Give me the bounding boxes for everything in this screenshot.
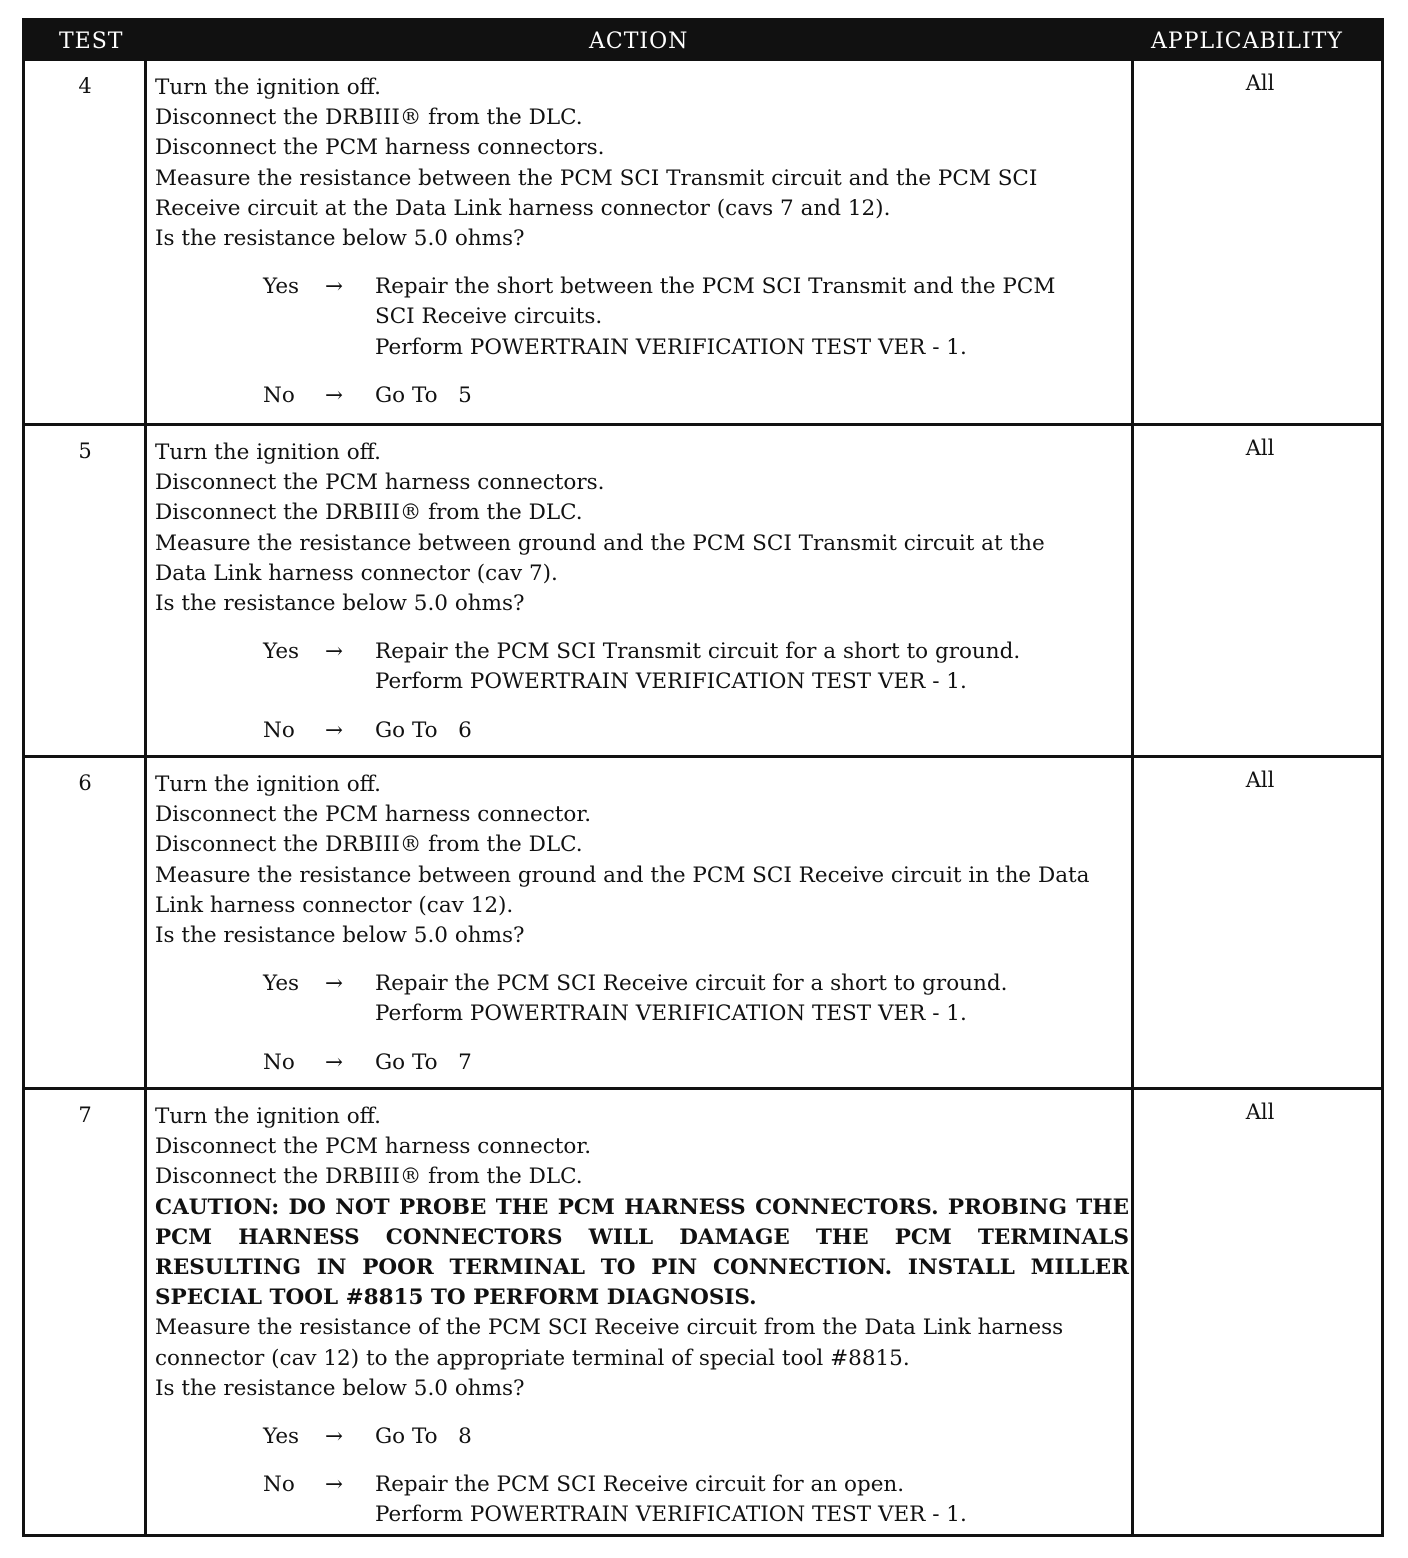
yes-answer	[155, 637, 1129, 697]
action-step: Is the resistance below 5.0 ohms?	[155, 226, 525, 252]
arrow-icon: →	[325, 382, 344, 408]
no-label: No	[263, 717, 295, 743]
column-divider	[1131, 61, 1134, 1534]
arrow-icon: →	[325, 639, 344, 665]
answer-line: SCI Receive circuits.	[375, 304, 603, 330]
action-cell	[155, 770, 1129, 1078]
action-step: Turn the ignition off.	[155, 1104, 381, 1129]
caution-text: CAUTION: DO NOT PROBE THE PCM HARNESS CONNECTORS. PROBING THE PCM HARNESS CONNECTORS WILL DAMAGE THE PCM TERMINALS RESULTING IN POOR TERMINAL TO PIN CONNECTION. INSTALL MILLER SPECIAL TOOL #8815 TO PERFORM DIAGNOSIS.	[155, 1194, 1129, 1311]
action-step: Is the resistance below 5.0 ohms?	[155, 591, 525, 617]
diagnostic-table	[22, 18, 1384, 1537]
applicability-cell: All	[1245, 768, 1275, 792]
answer-line: Perform POWERTRAIN VERIFICATION TEST VER - 1.	[375, 1502, 967, 1528]
answer-line: Repair the PCM SCI Receive circuit for an open.	[375, 1472, 905, 1498]
column-divider	[144, 61, 147, 1534]
action-cell	[155, 73, 1129, 411]
action-step: Disconnect the PCM harness connector.	[155, 802, 592, 828]
table-row	[25, 1087, 1381, 1534]
applicability-cell: All	[1245, 436, 1275, 460]
arrow-icon: →	[325, 717, 344, 743]
header-applicability: APPLICABILITY	[1151, 29, 1343, 54]
action-step: Disconnect the DRBIII® from the DLC.	[155, 105, 583, 131]
action-step: Disconnect the DRBIII® from the DLC.	[155, 500, 583, 526]
yes-answer	[155, 1422, 1129, 1452]
action-step: Measure the resistance between the PCM SCI Transmit circuit and the PCM SCI	[155, 165, 1038, 191]
answer-line: Go To 8	[375, 1424, 472, 1450]
arrow-icon: →	[325, 1472, 344, 1498]
no-answer	[155, 381, 1129, 411]
answer-line: Go To 7	[375, 1049, 472, 1075]
test-number: 5	[78, 439, 92, 463]
answer-line: Perform POWERTRAIN VERIFICATION TEST VER - 1.	[375, 1001, 967, 1027]
action-step: Is the resistance below 5.0 ohms?	[155, 923, 525, 949]
action-cell	[155, 1102, 1129, 1531]
table-row	[25, 61, 1381, 423]
answer-line: Repair the PCM SCI Receive circuit for a short to ground.	[375, 971, 1008, 997]
action-step: Receive circuit at the Data Link harness connector (cavs 7 and 12).	[155, 195, 891, 221]
no-label: No	[263, 1472, 295, 1498]
action-step: Turn the ignition off.	[155, 75, 381, 100]
no-answer	[155, 1048, 1129, 1078]
action-step: Link harness connector (cav 12).	[155, 892, 514, 918]
answer-line: Repair the PCM SCI Transmit circuit for a short to ground.	[375, 639, 1021, 665]
action-step: Measure the resistance between ground and the PCM SCI Receive circuit in the Data	[155, 862, 1090, 888]
yes-label: Yes	[263, 1424, 300, 1450]
action-step: Disconnect the PCM harness connectors.	[155, 135, 605, 161]
action-step: connector (cav 12) to the appropriate terminal of special tool #8815.	[155, 1345, 910, 1371]
table-row	[25, 423, 1381, 755]
action-step: Is the resistance below 5.0 ohms?	[155, 1375, 525, 1401]
table-row	[25, 755, 1381, 1087]
answer-line: Go To 6	[375, 717, 472, 743]
arrow-icon: →	[325, 1424, 344, 1450]
action-cell	[155, 438, 1129, 746]
action-step: Disconnect the PCM harness connector.	[155, 1134, 592, 1160]
answer-line: Go To 5	[375, 382, 472, 408]
no-answer	[155, 1470, 1129, 1530]
arrow-icon: →	[325, 274, 344, 300]
test-number: 6	[78, 771, 92, 795]
answer-line: Repair the short between the PCM SCI Transmit and the PCM	[375, 274, 1056, 300]
answer-line: Perform POWERTRAIN VERIFICATION TEST VER - 1.	[375, 669, 967, 695]
answer-line: Perform POWERTRAIN VERIFICATION TEST VER - 1.	[375, 334, 967, 360]
action-step: Measure the resistance of the PCM SCI Receive circuit from the Data Link harness	[155, 1315, 1064, 1341]
yes-label: Yes	[263, 971, 300, 997]
action-step: Disconnect the DRBIII® from the DLC.	[155, 1164, 583, 1190]
action-step: Data Link harness connector (cav 7).	[155, 560, 558, 586]
yes-label: Yes	[263, 274, 300, 300]
yes-answer	[155, 272, 1129, 363]
action-step: Turn the ignition off.	[155, 440, 381, 465]
no-label: No	[263, 382, 295, 408]
yes-label: Yes	[263, 639, 300, 665]
arrow-icon: →	[325, 1049, 344, 1075]
test-number: 7	[78, 1103, 92, 1127]
table-header	[25, 21, 1381, 61]
no-answer	[155, 716, 1129, 746]
arrow-icon: →	[325, 971, 344, 997]
action-step: Turn the ignition off.	[155, 772, 381, 797]
applicability-cell: All	[1245, 71, 1275, 95]
header-test: TEST	[59, 29, 124, 54]
yes-answer	[155, 969, 1129, 1029]
action-step: Measure the resistance between ground and the PCM SCI Transmit circuit at the	[155, 530, 1045, 556]
action-step: Disconnect the DRBIII® from the DLC.	[155, 832, 583, 858]
header-action: ACTION	[589, 29, 689, 54]
no-label: No	[263, 1049, 295, 1075]
applicability-cell: All	[1245, 1100, 1275, 1124]
test-number: 4	[78, 74, 92, 98]
action-step: Disconnect the PCM harness connectors.	[155, 470, 605, 496]
